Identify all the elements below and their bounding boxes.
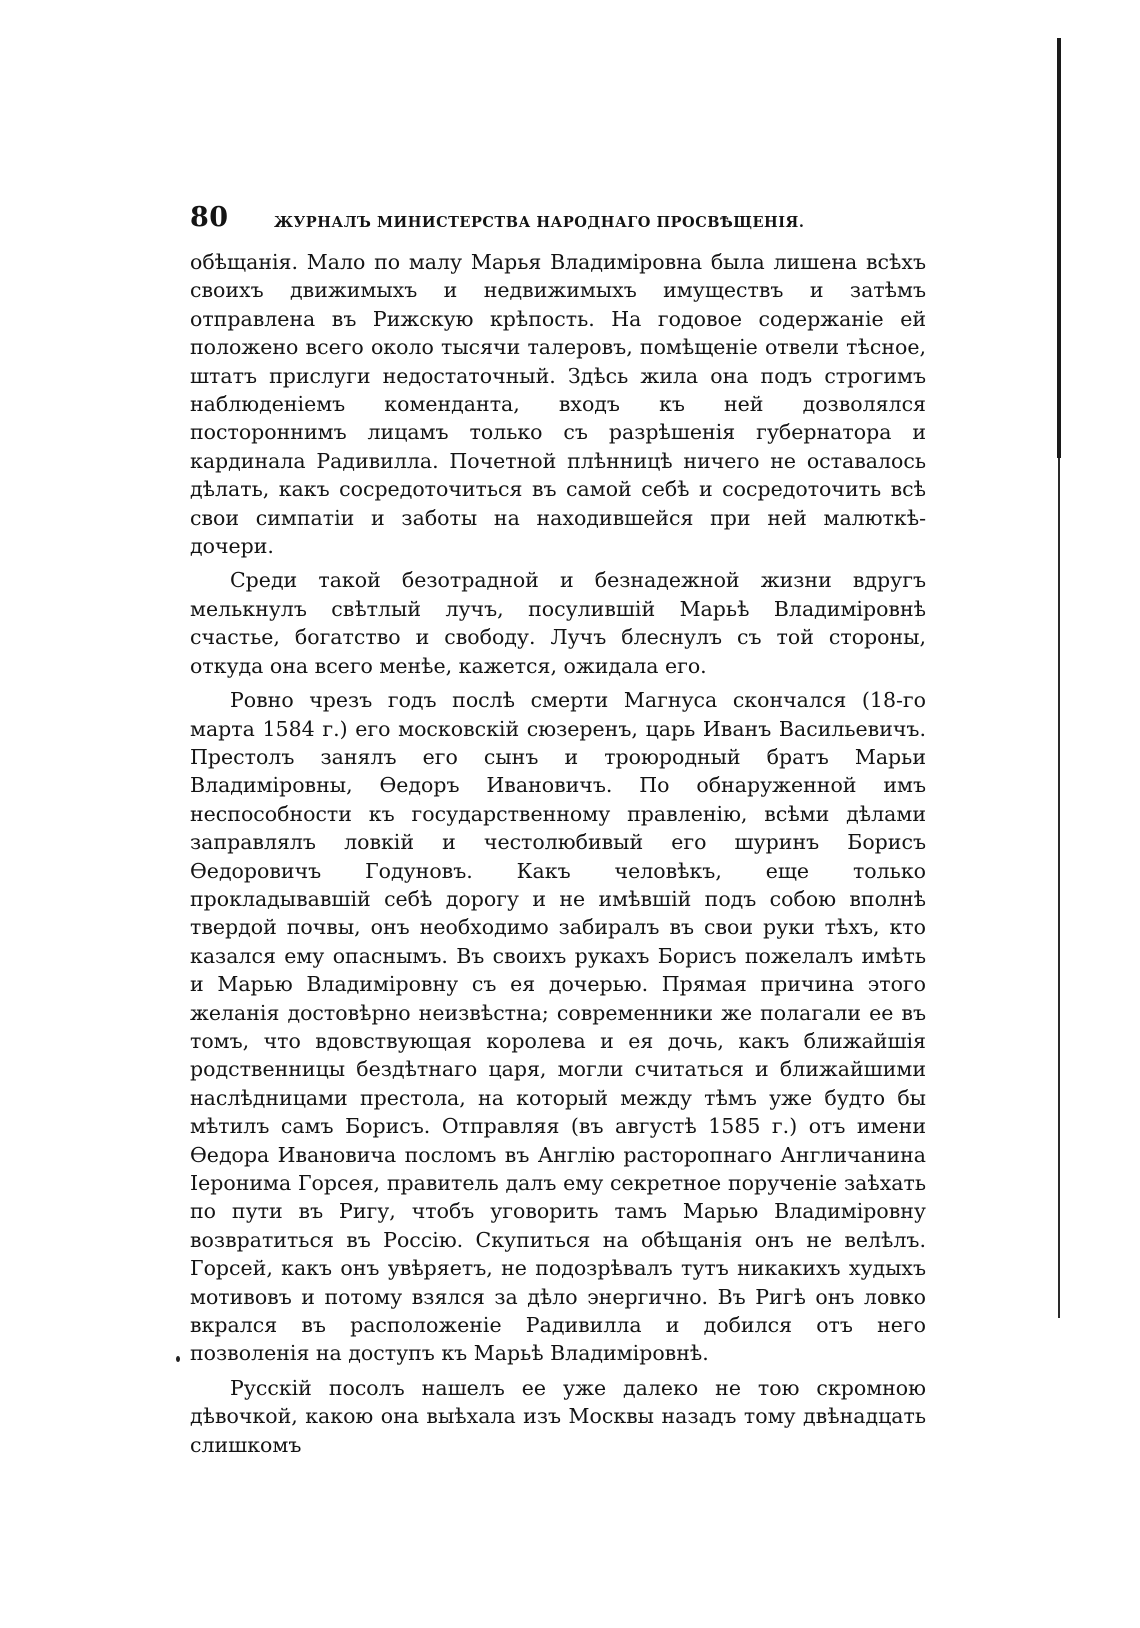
scan-edge-line-lower xyxy=(1058,458,1060,1318)
paragraph-1: обѣщанія. Мало по малу Марья Владиміровна была лишена всѣхъ своихъ движимыхъ и недвижимыхъ имуществъ и затѣмъ отправлена въ Рижскую крѣпость. На годовое содержаніе ей положено всего около тысячи талеровъ, помѣщеніе отвели тѣсное, штатъ прислуги недостаточный. Здѣсь жила она подъ строгимъ наблюденіемъ коменданта, входъ къ ней дозволялся постороннимъ лицамъ только съ разрѣшенія губернатора и кардинала Радивилла. Почетной плѣнницѣ ничего не оставалось дѣлать, какъ сосредоточиться въ самой себѣ и сосредоточить всѣ свои симпатіи и заботы на находившейся при ней малюткѣ-дочери. xyxy=(190,250,926,559)
paragraph-3: Ровно чрезъ годъ послѣ смерти Магнуса скончался (18-го марта 1584 г.) его московскій сюзеренъ, царь Иванъ Васильевичъ. Престолъ занялъ его сынъ и троюродный братъ Марьи Владиміровны, Өедоръ Ивановичъ. По обнаруженной имъ неспособности къ государственному правленію, всѣми дѣлами заправлялъ ловкій и честолюбивый его шуринъ Борисъ Өедоровичъ Годуновъ. Какъ человѣкъ, еще только прокладывавшій себѣ дорогу и не имѣвшій подъ собою вполнѣ твердой почвы, онъ необходимо забиралъ въ свои руки тѣхъ, кто казался ему опаснымъ. Въ своихъ рукахъ Борисъ пожелалъ имѣть и Марью Владиміровну съ ея дочерью. Прямая причина этого желанія достовѣрно неизвѣстна; современники же полагали ее въ томъ, что вдовствующая королева и ея дочь, какъ ближайшія родственницы бездѣтнаго царя, могли считаться и ближайшими наслѣдницами престола, на который между тѣмъ уже будто бы мѣтилъ самъ Борисъ. Отправляя (въ августѣ 1585 г.) отъ имени Өедора Ивановича посломъ въ Англію расторопнаго Англичанина Іеронима Горсея, правитель далъ ему секретное порученіе заѣхать по пути въ Ригу, чтобъ уговорить тамъ Марью Владиміровну возвратиться въ Россію. Скупиться на обѣщанія онъ не велѣлъ. Горсей, какъ онъ увѣряетъ, не подозрѣвалъ тутъ никакихъ худыхъ мотивовъ и потому взялся за дѣло энергично. Въ Ригѣ онъ ловко вкрался въ расположеніе Радивилла и добился отъ него позволенія на доступъ къ Марьѣ Владиміровнѣ. xyxy=(190,688,926,1366)
paragraph-4: Русскій посолъ нашелъ ее уже далеко не тою скромною дѣвочкой, какою она выѣхала изъ Москвы назадъ тому двѣнадцать слишкомъ xyxy=(190,1375,926,1457)
page-number: 80 xyxy=(190,202,229,233)
book-page xyxy=(190,200,926,1459)
page-header xyxy=(190,200,926,242)
body-text xyxy=(190,248,926,1459)
running-head: ЖУРНАЛЪ МИНИСТЕРСТВА НАРОДНАГО ПРОСВѢЩЕНІЯ. xyxy=(274,214,805,231)
paragraph-2: Среди такой безотрадной и безнадежной жизни вдругъ мелькнулъ свѣтлый лучъ, посулившій Марьѣ Владиміровнѣ счастье, богатство и свободу. Лучъ блеснулъ съ той стороны, откуда она всего менѣе, кажется, ожидала его. xyxy=(190,568,926,678)
scan-edge-line xyxy=(1057,38,1061,458)
scan-speck xyxy=(176,1356,180,1362)
